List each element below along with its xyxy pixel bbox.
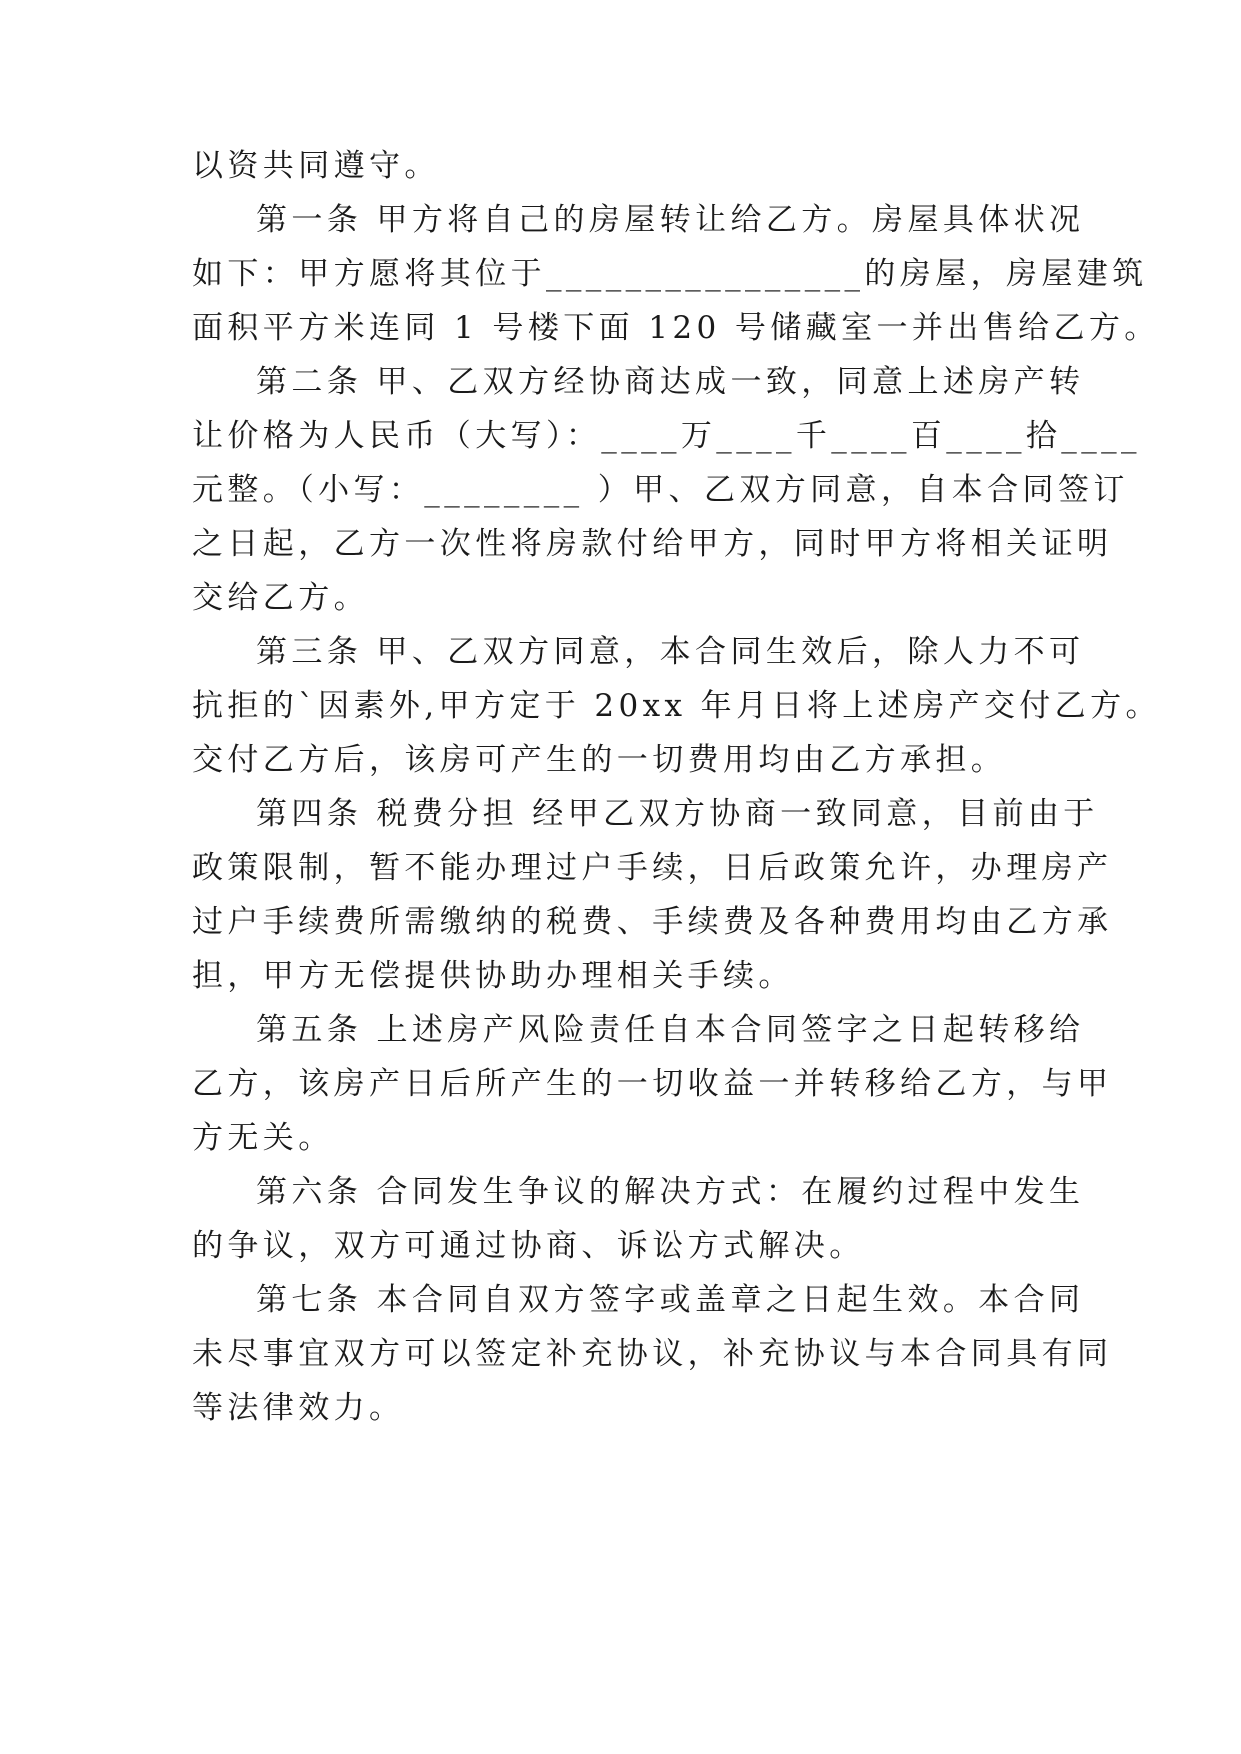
- text-line: 担，甲方无偿提供协助办理相关手续。: [192, 958, 794, 994]
- text-line: 让价格为人民币（大写）：____万____千____百____拾____: [192, 418, 1141, 454]
- text-line: 方无关。: [192, 1120, 334, 1156]
- text-line: 以资共同遵守。: [192, 148, 440, 184]
- text-line: 抗拒的`因素外,甲方定于 20xx 年月日将上述房产交付乙方。: [192, 688, 1161, 724]
- text-line: 交付乙方后，该房可产生的一切费用均由乙方承担。: [192, 742, 1007, 778]
- article-5-heading-line: 第五条 上述房产风险责任自本合同签字之日起转移给: [256, 1012, 1085, 1048]
- article-4-heading-line: 第四条 税费分担 经甲乙双方协商一致同意，目前由于: [256, 796, 1099, 832]
- text-line: 未尽事宜双方可以签定补充协议，补充协议与本合同具有同: [192, 1336, 1113, 1372]
- article-7-heading-line: 第七条 本合同自双方签字或盖章之日起生效。本合同: [256, 1282, 1085, 1318]
- text-line: 的争议，双方可通过协商、诉讼方式解决。: [192, 1228, 865, 1264]
- text-line: 元整。（小写：________ ）甲、乙双方同意，自本合同签订: [192, 472, 1129, 508]
- article-2-heading-line: 第二条 甲、乙双方经协商达成一致，同意上述房产转: [256, 364, 1085, 400]
- text-line: 如下：甲方愿将其位于________________的房屋，房屋建筑: [192, 256, 1148, 292]
- article-3-heading-line: 第三条 甲、乙双方同意，本合同生效后，除人力不可: [256, 634, 1085, 670]
- text-line: 乙方，该房产日后所产生的一切收益一并转移给乙方，与甲: [192, 1066, 1113, 1102]
- text-line: 之日起，乙方一次性将房款付给甲方，同时甲方将相关证明: [192, 526, 1113, 562]
- text-line: 交给乙方。: [192, 580, 369, 616]
- text-line: 政策限制，暂不能办理过户手续，日后政策允许，办理房产: [192, 850, 1113, 886]
- text-line: 面积平方米连同 1 号楼下面 120 号储藏室一并出售给乙方。: [192, 310, 1160, 346]
- text-line: 等法律效力。: [192, 1390, 405, 1426]
- text-line: 过户手续费所需缴纳的税费、手续费及各种费用均由乙方承: [192, 904, 1113, 940]
- article-1-heading-line: 第一条 甲方将自己的房屋转让给乙方。房屋具体状况: [256, 202, 1085, 238]
- article-6-heading-line: 第六条 合同发生争议的解决方式：在履约过程中发生: [256, 1174, 1085, 1210]
